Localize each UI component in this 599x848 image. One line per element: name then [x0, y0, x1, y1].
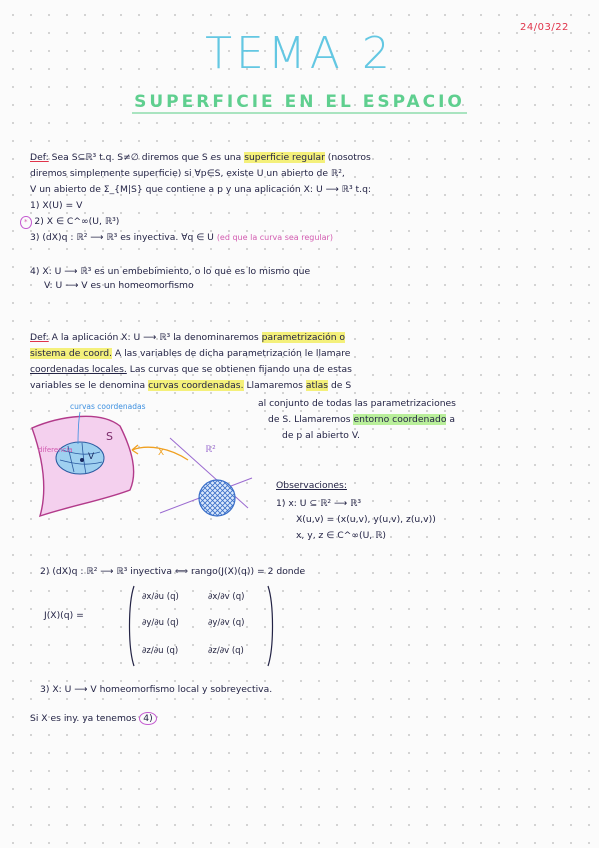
def2-text-2: A las variables de dicha parametrización le llamare: [114, 348, 351, 359]
def2-line-5: al conjunto de todas las parametrizaciones: [258, 398, 456, 409]
circle-marker: *: [20, 216, 32, 229]
def2-text-6a: de S. Llamaremos: [268, 414, 351, 425]
jacobian-m11: ∂x/∂u (q): [142, 592, 179, 602]
jacobian-m22: ∂y/∂v (q): [208, 618, 245, 628]
obs-title: Observaciones:: [276, 480, 347, 491]
obs4-circled: 4): [139, 712, 156, 725]
obs3: 3) X: U ⟶ V homeomorfismo local y sobreyectiva.: [40, 684, 273, 695]
def2-label: Def:: [30, 332, 49, 343]
def2-line-3: [30, 364, 352, 376]
diff-label: diferencia: [38, 446, 73, 454]
obs4-text: Si X es iny. ya tenemos: [30, 713, 137, 724]
label-S: S: [106, 430, 113, 443]
jacobian-m21: ∂y/∂u (q): [142, 618, 179, 628]
def1-cond-2: 2) X ∈ C^∞(U, ℝ³): [34, 216, 120, 227]
label-R2: ℝ²: [205, 445, 216, 455]
def2-hl-entorno: entorno coordenado: [353, 414, 447, 425]
point-p: [80, 458, 84, 462]
def2-local-coords: coordenadas locales.: [30, 364, 127, 375]
def1-highlight: superficie regular: [244, 152, 325, 163]
def2-line-6: [268, 414, 455, 426]
def1-text-a: Sea S⊆ℝ³ t.q. S≠∅ diremos que S es una: [51, 152, 242, 163]
def2-hl-param: parametrización o: [261, 332, 346, 343]
def2-text-1: A la aplicación X: U ⟶ ℝ³ la denominaremos: [51, 332, 259, 343]
def1-cond-4b: V: U ⟶ V es un homeomorfismo: [44, 280, 194, 291]
def1-line-3: V un abierto de Σ_{M|S} que contiene a p y una aplicación X: U ⟶ ℝ³ t.q:: [30, 184, 372, 195]
def2-text-3: Las curvas que se obtienen fijando una de estas: [129, 364, 352, 375]
def1-cond-3-note: (ed que la curva sea regular): [216, 233, 333, 242]
obs-3: x, y, z ∈ C^∞(U, ℝ): [296, 530, 386, 541]
jacobian-m32: ∂z/∂v (q): [208, 646, 244, 656]
subtitle-text: SUPERFICIE EN EL ESPACIO: [134, 92, 465, 112]
def1-cond-1: 1) X(U) = V: [30, 200, 83, 211]
page-subtitle: [0, 92, 599, 112]
jacobian-m31: ∂z/∂u (q): [142, 646, 179, 656]
jacobian-m12: ∂x/∂v (q): [208, 592, 245, 602]
surface-figure: [20, 398, 270, 538]
def2-line-1: [30, 332, 345, 344]
def2-hl-coord: sistema de coord.: [30, 348, 112, 359]
def1-label: Def:: [30, 152, 49, 163]
jacobian-label: J(X)(q) =: [44, 610, 84, 621]
def1-line-1: [30, 152, 371, 164]
def2-line-7: de p al abierto V.: [282, 430, 360, 441]
obs2-donde: donde: [276, 566, 306, 577]
def1-cond-2-row: [20, 216, 119, 229]
def2-text-4a: variables se le denomina: [30, 380, 146, 391]
date: 24/03/22: [520, 22, 569, 33]
def1-cond-3-row: [30, 232, 333, 244]
label-X: X: [158, 448, 165, 458]
def1-cond-4: 4) X: U ⟶ ℝ³ es un embebimiento, o lo que es lo mismo que: [30, 266, 311, 277]
def2-text-6b: a: [449, 414, 456, 425]
obs2-text: 2) (dX)q : ℝ² ⟶ ℝ³ inyectiva ⟺ rango(J(X)(q)) = 2: [40, 566, 274, 577]
def1-line-2: diremos simplemente superficie) si ∀p∈S, existe U un abierto de ℝ²,: [30, 168, 345, 179]
domain-U-hatch: [199, 480, 235, 516]
def2-line-4: [30, 380, 351, 392]
page-title: TEMA 2: [205, 28, 394, 79]
label-V: V: [88, 452, 95, 462]
def2-text-4b: Llamaremos: [246, 380, 303, 391]
curves-label: curvas coordenadas: [70, 402, 146, 411]
def1-cond-3: 3) (dX)q : ℝ² ⟶ ℝ³ es inyectiva. ∀q ∈ U: [30, 232, 214, 243]
def1-text-b: (nosotros: [327, 152, 371, 163]
def2-text-4c: de S: [330, 380, 352, 391]
obs2-line: [40, 566, 305, 578]
obs4-line: [30, 712, 157, 725]
obs-1: 1) x: U ⊆ ℝ² ⟶ ℝ³: [276, 498, 361, 509]
def2-hl-atlas: atlas: [305, 380, 329, 391]
def2-hl-curves: curvas coordenadas.: [148, 380, 244, 391]
def2-line-2: [30, 348, 350, 360]
obs-2: X(u,v) = (x(u,v), y(u,v), z(u,v)): [296, 514, 436, 525]
